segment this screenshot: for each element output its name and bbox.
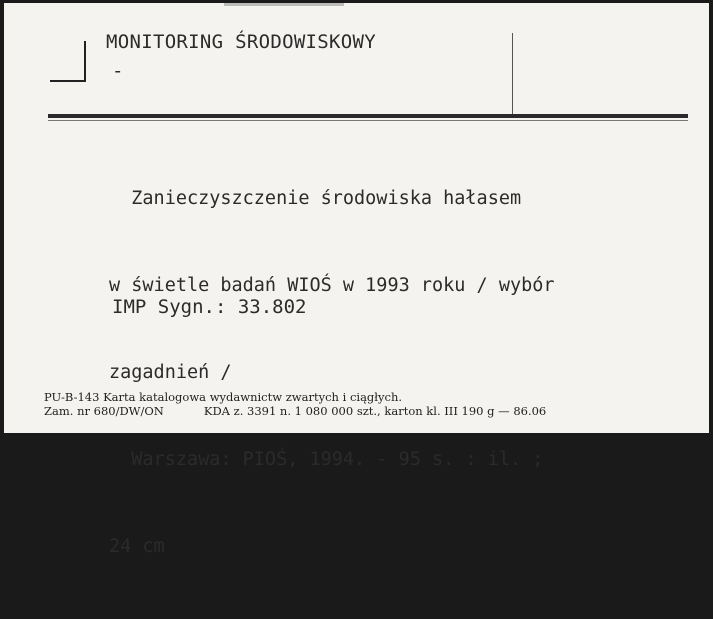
header-divider-vertical bbox=[512, 33, 513, 115]
header-rule-thin bbox=[48, 120, 688, 121]
corner-mark-horizontal bbox=[50, 80, 86, 82]
card-header: MONITORING ŚRODOWISKOWY bbox=[106, 31, 376, 53]
footer-order-number: Zam. nr 680/DW/ON bbox=[44, 404, 164, 418]
header-rule bbox=[48, 114, 688, 118]
entry-line: w świetle badań WIOŚ w 1993 roku / wybór bbox=[109, 275, 555, 296]
footer-line-2 bbox=[44, 404, 546, 418]
catalog-card bbox=[4, 3, 709, 557]
entry-line: 24 cm bbox=[109, 536, 165, 557]
catalog-entry bbox=[109, 126, 669, 619]
entry-line: Zanieczyszczenie środowiska hałasem bbox=[109, 188, 522, 209]
corner-mark-vertical bbox=[84, 41, 86, 81]
footer-line-1: PU-B-143 Karta katalogowa wydawnictw zwartych i ciągłych. bbox=[44, 390, 403, 404]
card-footer bbox=[44, 390, 546, 418]
footer-print-info: KDA z. 3391 n. 1 080 000 szt., karton kl. III 190 g — 86.06 bbox=[203, 404, 547, 418]
entry-line: zagadnień / bbox=[109, 362, 232, 383]
call-number: IMP Sygn.: 33.802 bbox=[112, 296, 307, 318]
entry-line: Warszawa: PIOŚ, 1994. - 95 s. : il. ; bbox=[109, 449, 544, 470]
card-header-dash: - bbox=[112, 60, 124, 82]
top-edge-mark bbox=[224, 3, 344, 6]
